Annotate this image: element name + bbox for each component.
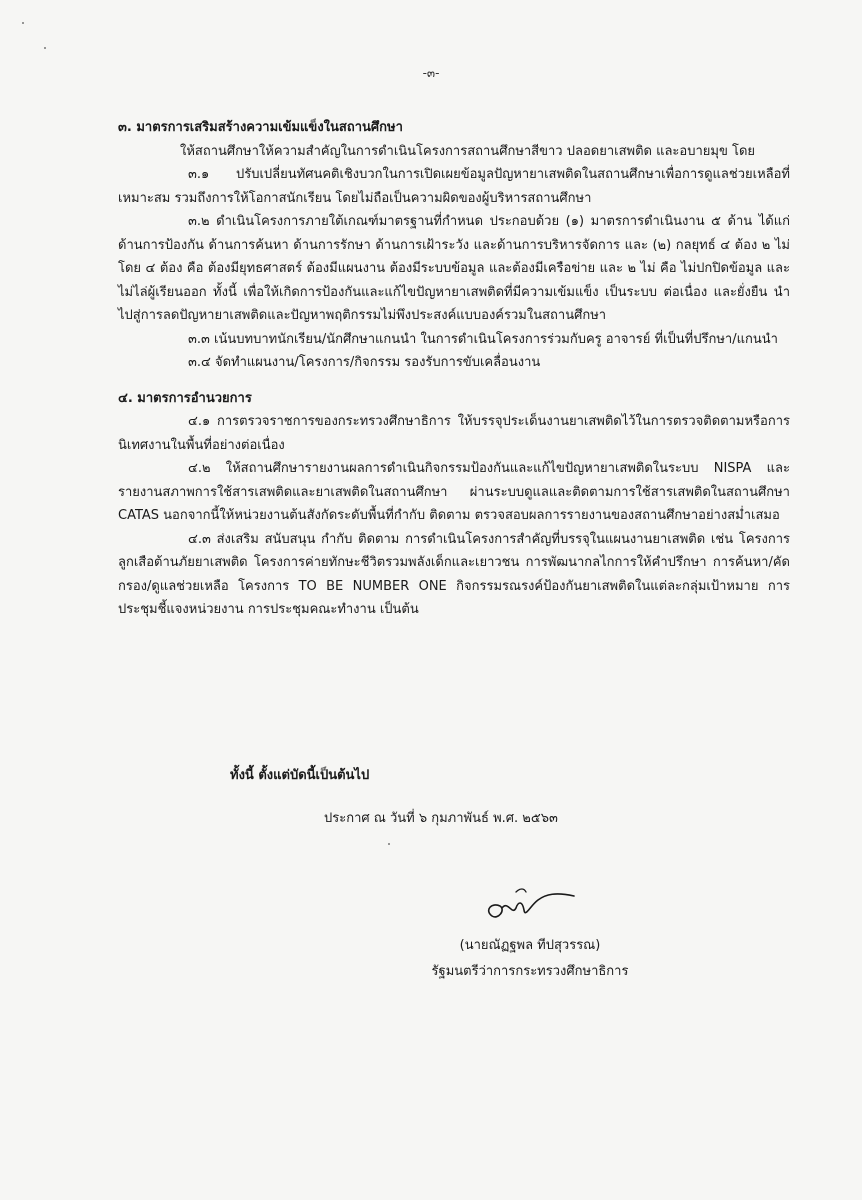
page-number: -๓- — [422, 66, 440, 80]
document-body — [118, 116, 790, 622]
announcement-date: ประกาศ ณ วันที่ ๖ กุมภาพันธ์ พ.ศ. ๒๕๖๓ — [324, 811, 558, 826]
section-3-intro: ให้สถานศึกษาให้ความสำคัญในการดำเนินโครงการสถานศึกษาสีขาว ปลอดยาเสพติด และอบายมุข โดย — [180, 143, 756, 159]
section-4-item-1: ๔.๑ การตรวจราชการของกระทรวงศึกษาธิการ ให้บรรจุประเด็นงานยาเสพติดไว้ในการตรวจติดตามหรือการนิเทศงานในพื้นที่อย่างต่อเนื่อง — [118, 414, 790, 453]
section-spacer — [118, 375, 790, 387]
section-4-item-2: ๔.๒ ให้สถานศึกษารายงานผลการดำเนินกิจกรรมป้องกันและแก้ไขปัญหายาเสพติดในระบบ NISPA และรายงานสภาพการใช้สารเสพติดและยาเสพติดในสถานศึกษา ผ่านระบบดูแลและติดตามการใช้สารเสพติดในสถานศึกษา CATAS นอกจากนี้ให้หน่วยงานต้นสังกัดระดับพื้นที่กำกับ ติดตาม ตรวจสอบผลการรายงานของสถานศึกษาอย่างสม่ำเสมอ — [118, 461, 790, 523]
section-3-item-3: ๓.๓ เน้นบทบาทนักเรียน/นักศึกษาแกนนำ ในการดำเนินโครงการร่วมกับครู อาจารย์ ที่เป็นที่ปรึกษา/แกนนำ — [188, 331, 778, 347]
scan-speck — [388, 843, 390, 845]
section-4-heading: ๔. มาตรการอำนวยการ — [118, 390, 252, 406]
closing-statement: ทั้งนี้ ตั้งแต่บัดนี้เป็นต้นไป — [230, 768, 370, 783]
scan-speck — [44, 47, 46, 49]
section-3-heading: ๓. มาตรการเสริมสร้างความเข้มแข็งในสถานศึกษา — [118, 120, 403, 135]
section-3-item-2: ๓.๒ ดำเนินโครงการภายใต้เกณฑ์มาตรฐานที่กำหนด ประกอบด้วย (๑) มาตรการดำเนินงาน ๕ ด้าน ได้แก่ ด้านการป้องกัน ด้านการค้นหา ด้านการรักษา ด้านการเฝ้าระวัง และด้านการบริหารจัดการ และ (๒) กลยุทธ์ ๔ ต้อง ๒ ไม่ โดย ๔ ต้อง คือ ต้องมียุทธศาสตร์ ต้องมีแผนงาน ต้องมีระบบข้อมูล และต้องมีเครือข่าย และ ๒ ไม่ คือ ไม่ปกปิดข้อมูล และไม่ไล่ผู้เรียนออก ทั้งนี้ เพื่อให้เกิดการป้องกันและแก้ไขปัญหายาเสพติดที่มีความเข้มแข็ง เป็นระบบ ต่อเนื่อง และยั่งยืน นำไปสู่การลดปัญหายาเสพติดและปัญหาพฤติกรรมไม่พึงประสงค์แบบองค์รวมในสถานศึกษา — [118, 214, 790, 323]
signatory-name: (นายณัฏฐพล ทีปสุวรรณ) — [459, 938, 601, 953]
section-4-item-3: ๔.๓ ส่งเสริม สนับสนุน กำกับ ติดตาม การดำเนินโครงการสำคัญที่บรรจุในแผนงานยาเสพติด เช่น โครงการลูกเสือต้านภัยยาเสพติด โครงการค่ายทักษะชีวิตรวมพลังเด็กและเยาวชน การพัฒนากลไกการให้คำปรึกษา การค้นหา/คัดกรอง/ดูแลช่วยเหลือ โครงการ TO BE NUMBER ONE กิจกรรมรณรงค์ป้องกันยาเสพติดในแต่ละกลุ่มเป้าหมาย การประชุมชี้แจงหน่วยงาน การประชุมคณะทำงาน เป็นต้น — [118, 531, 790, 617]
section-3-item-4: ๓.๔ จัดทำแผนงาน/โครงการ/กิจกรรม รองรับการขับเคลื่อนงาน — [188, 355, 541, 370]
signatory-title: รัฐมนตรีว่าการกระทรวงศึกษาธิการ — [431, 964, 629, 979]
scan-speck — [22, 22, 24, 24]
section-3-item-1: ๓.๑ ปรับเปลี่ยนทัศนคติเชิงบวกในการเปิดเผยข้อมูลปัญหายาเสพติดในสถานศึกษาเพื่อการดูแลช่วยเหลือที่เหมาะสม รวมถึงการให้โอกาสนักเรียน โดยไม่ถือเป็นความผิดของผู้บริหารสถานศึกษา — [118, 167, 790, 206]
handwritten-signature — [478, 880, 588, 930]
